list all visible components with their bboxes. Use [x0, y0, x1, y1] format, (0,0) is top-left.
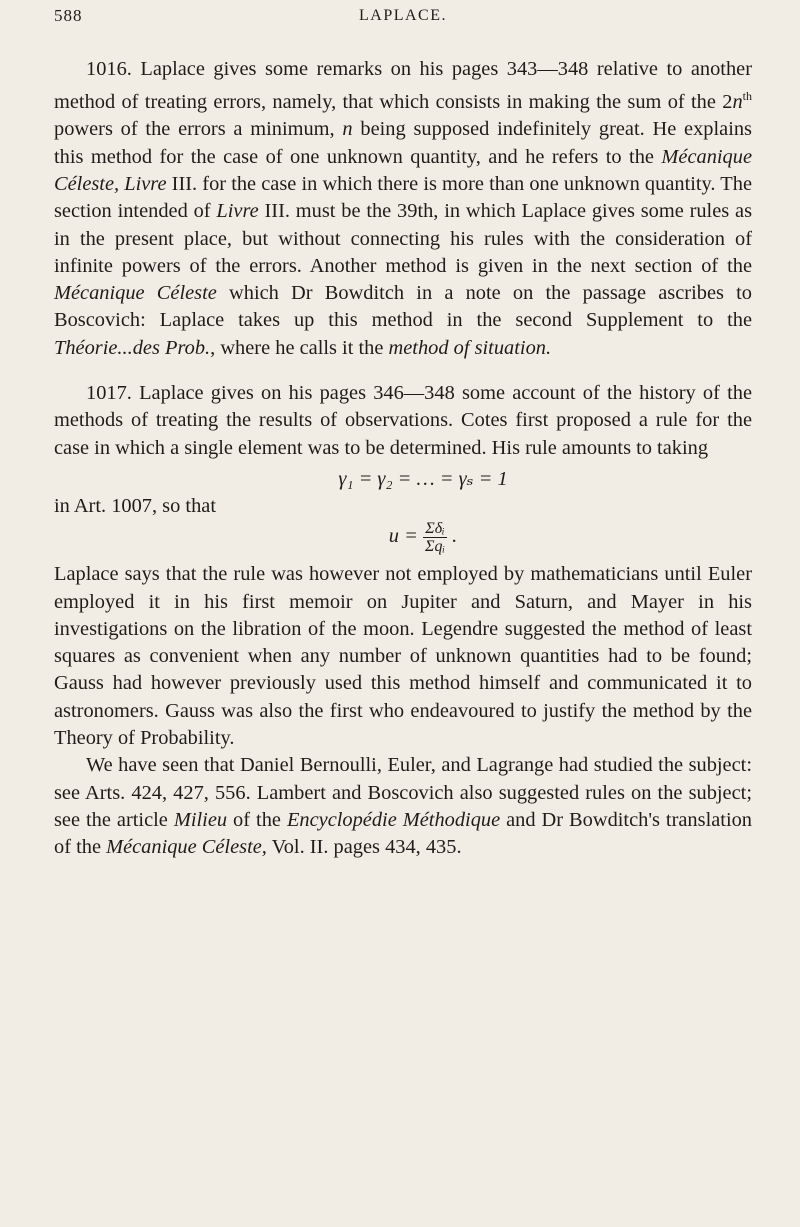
page — [54, 0, 752, 862]
equation-gammas: γ₁ = γ₂ = … = γₛ = 1 — [338, 467, 508, 490]
running-title: LAPLACE. — [359, 7, 447, 24]
equation-u-fraction — [423, 520, 447, 555]
running-head — [54, 0, 752, 40]
page-number: 588 — [54, 6, 83, 25]
paragraph-1017: 1017. Laplace gives on his pages 346—348 some account of the history of the methods of treating the results of observations. Cotes first proposed a rule for the case in which a single element was to be determined. His rule amounts to taking — [54, 382, 752, 459]
paragraph-we-have-seen: We have seen that Daniel Bernoulli, Euler, and Lagrange had studied the subject: see Arts. 424, 427, 556. Lambert and Boscovich also suggested rules on the subject; see the article Milieu of the Encyclopédie Méthodique and Dr Bowditch's translation of the Mécanique Céleste, Vol. II. pages 434, 435. — [54, 754, 753, 859]
paragraph-1016: 1016. Laplace gives some remarks on his pages 343—348 relative to another method of treating errors, namely, that which consists in making the sum of the $2n^{th}$ powers of the errors a minimum, n being supposed indefinitely great. He explains this method for the case of one unknown quantity, and he refers to the Mécanique Céleste, Livre III. for the case in which there is more than one unknown quantity. The section intended of Livre III. must be the 39th, in which Laplace gives some rules as in the present place, but without connecting his rules with the consideration of infinite powers of the errors. Another method is given in the next section of the Mécanique Céleste which Dr Bowditch in a note on the passage ascribes to Boscovich: Laplace takes up this method in the second Supplement to the Théorie...des Prob., where he calls it the method of situation. — [54, 58, 753, 359]
paragraph-laplace-says: Laplace says that the rule was however not employed by mathematicians until Euler employed it in his first memoir on Jupiter and Saturn, and Mayer in his investigations on the libration of the moon. Legendre suggested the method of least squares as convenient when any number of unknown quantities had to be found; Gauss had however previously used this method himself and communicated it to astronomers. Gauss was also the first who endeavoured to justify the method by the Theory of Probability. — [54, 563, 752, 750]
section-number-1016: 1016. — [86, 58, 132, 80]
equation-u-denominator: Σqᵢ — [424, 538, 445, 556]
equation-u — [54, 520, 752, 555]
equation-u-lhs: u = — [388, 525, 418, 548]
equation-connector: in Art. 1007, so that — [54, 494, 216, 517]
section-number-1017: 1017. — [86, 382, 132, 405]
equation-u-numerator: Σδᵢ — [423, 520, 447, 538]
equation-u-tail: . — [452, 525, 458, 548]
body-text — [54, 56, 752, 862]
